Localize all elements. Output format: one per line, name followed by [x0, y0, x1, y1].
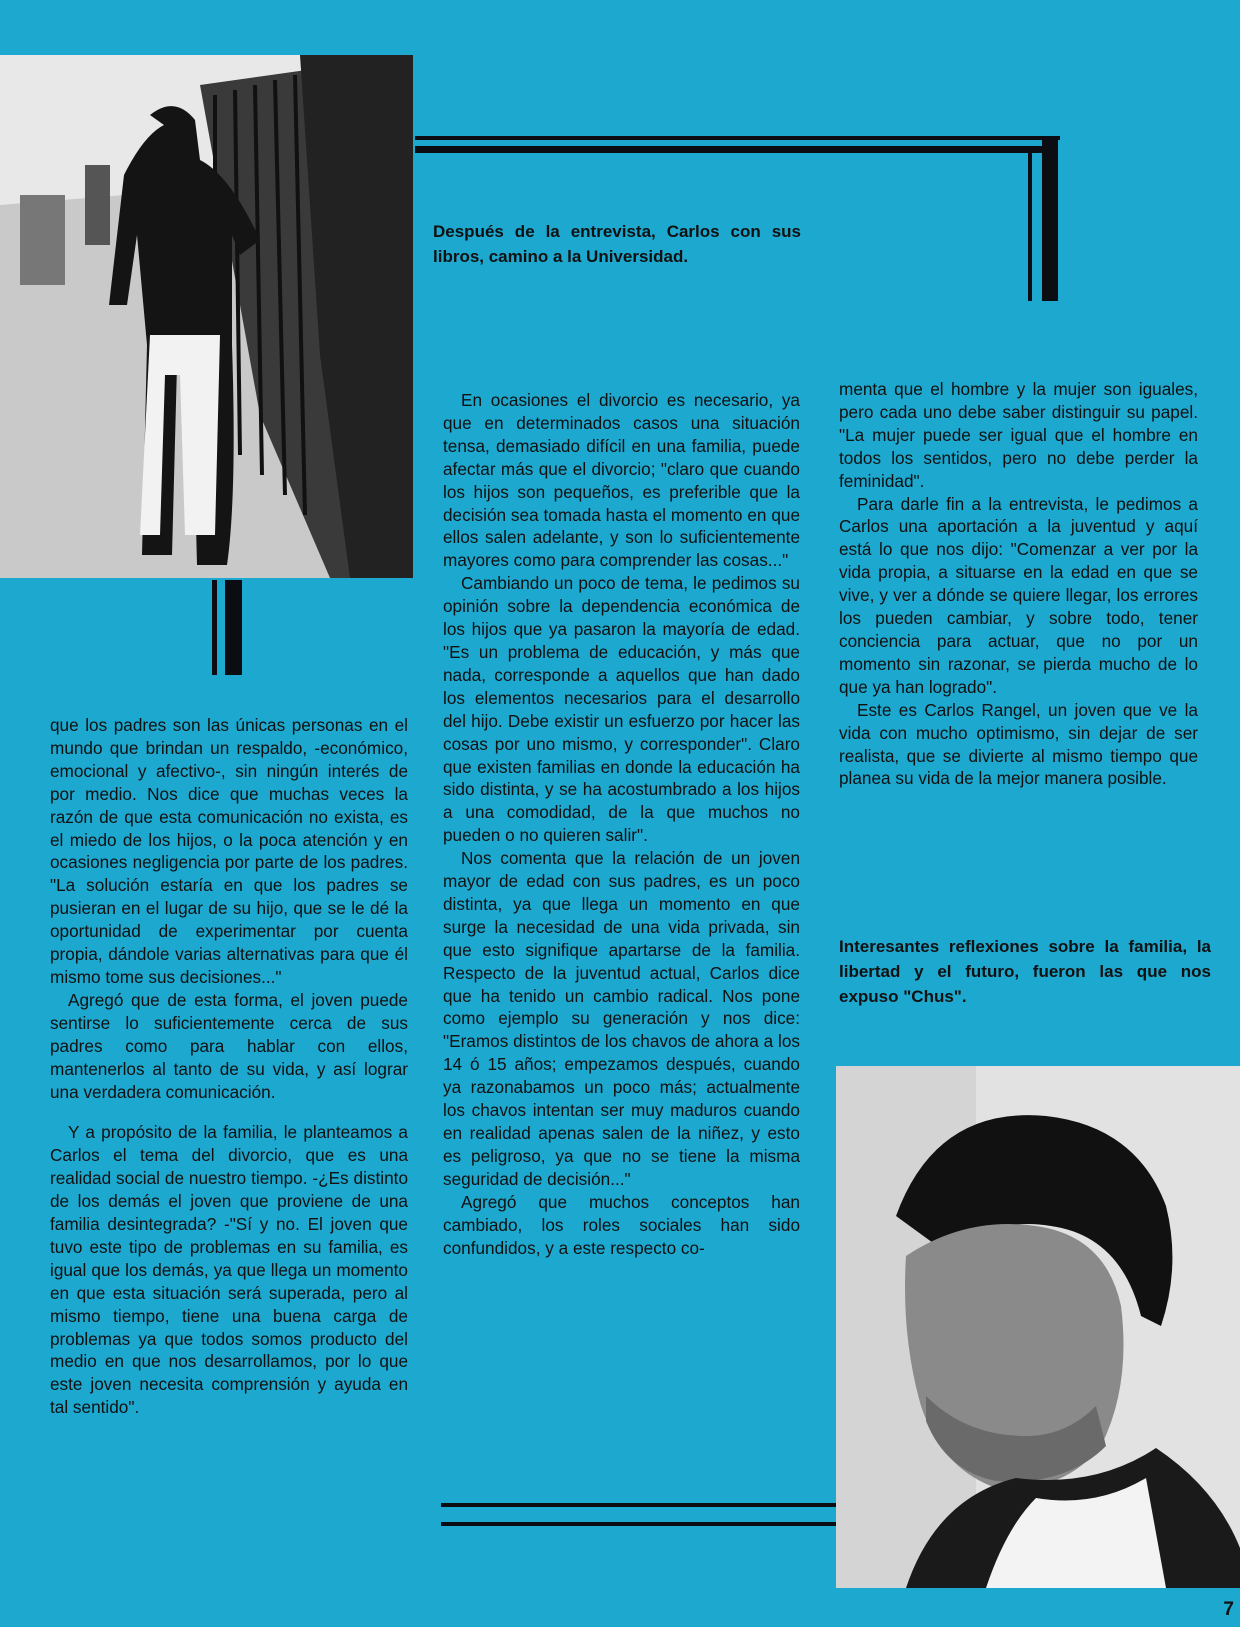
- paragraph: Para darle fin a la entrevista, le pedimos a Carlos una aportación a la juventud y aquí está lo que nos dijo: "Comenzar a ver por la vida propia, a situarse en la edad en que se vive, y ver a dónde se quiere llegar, los errores los pueden cambiar, y sobre todo, tener conciencia para actuar, que no por un momento sin razonar, se pierda mucho de lo que ya han logrado".: [839, 493, 1198, 697]
- frame-rule-left-thin: [212, 580, 217, 675]
- paragraph: En ocasiones el divorcio es necesario, ya que en determinados casos una situación tensa, demasiado difícil en una familia, puede afectar más que el divorcio; "claro que cuando los hijos son pequeños, es preferible que la decisión sea tomada hasta el momento en que ellos salen adelante, y son lo suficientemente mayores como para comprender las cosas...": [443, 390, 800, 571]
- column-left: [50, 714, 408, 1419]
- paragraph: Agregó que muchos conceptos han cambiado, los roles sociales han sido confundidos, y a este respecto co-: [443, 1191, 800, 1258]
- frame-rule-bottom-1: [441, 1503, 836, 1507]
- photo-carlos-walking: [0, 55, 413, 578]
- frame-rule-right-thick: [1042, 136, 1058, 301]
- frame-rule-top-thick: [415, 146, 1045, 153]
- paragraph: que los padres son las únicas personas en el mundo que brindan un respaldo, -económico, emocional y afectivo-, sin ningún interés de por medio. Nos dice que muchas veces la razón de que esta comunicación no exista, es el miedo de los hijos, o la poca atención y en ocasiones negligencia por parte de los padres. "La solución estaría en que los padres se pusieran en el lugar de su hijo, que se le dé la oportunidad de experimentar por cuenta propia, dándole varias alternativas para que él mismo tome sus decisiones...": [50, 715, 408, 987]
- caption-photo-top: Después de la entrevista, Carlos con sus libros, camino a la Universidad.: [433, 222, 801, 266]
- paragraph: Nos comenta que la relación de un joven mayor de edad con sus padres, es un poco distinta, ya que llega un momento en que surge la necesidad de una vida privada, sin que esto signifique apartarse de la familia. Respecto de la juventud actual, Carlos dice que ha tenido un cambio radical. Nos pone como ejemplo su generación y nos dice: "Eramos distintos de los chavos de ahora a los 14 ó 15 años; empezamos después, cuando ya razonabamos un poco más; actualmente los chavos intentan ser muy maduros cuando en realidad apenas salen de la niñez, y esto es peligroso, ya que no se tiene la misma seguridad de decisión...": [443, 848, 800, 1189]
- frame-rule-right-thin: [1028, 146, 1032, 301]
- column-middle: [443, 389, 800, 1259]
- paragraph: Y a propósito de la familia, le planteamos a Carlos el tema del divorcio, que es una realidad social de nuestro tiempo. -¿Es distinto de los demás el joven que proviene de una familia desintegrada? -"Sí y no. El joven que tuvo este tipo de problemas en su familia, es igual que los demás, ya que llega un momento en que esta situación será superada, pero al mismo tiempo, tiene una buena carga de problemas ya que todos somos producto del medio en que nos desarrollamos, por lo que este joven necesita comprensión y ayuda en tal sentido".: [50, 1122, 408, 1418]
- frame-rule-top-thin: [415, 136, 1060, 140]
- paragraph: Este es Carlos Rangel, un joven que ve la vida con mucho optimismo, sin dejar de ser realista, que se divierte al mismo tiempo que planea su vida de la mejor manera posible.: [839, 699, 1198, 789]
- frame-rule-left-thick: [225, 580, 242, 675]
- photo-carlos-portrait: [836, 1066, 1240, 1588]
- paragraph: menta que el hombre y la mujer son iguales, pero cada uno debe saber distinguir su papel. "La mujer puede ser igual que el hombre en todos los sentidos, pero no debe perder la feminidad".: [839, 379, 1198, 491]
- paragraph: Agregó que de esta forma, el joven puede sentirse lo suficientemente cerca de sus padres como para hablar con ellos, mantenerlos al tanto de su vida, y así lograr una verdadera comunicación.: [50, 989, 408, 1102]
- page-number: 7: [1223, 1599, 1234, 1620]
- frame-rule-bottom-2: [441, 1522, 836, 1526]
- column-right: [839, 378, 1198, 790]
- caption-photo-portrait: Interesantes reflexiones sobre la familia, la libertad y el futuro, fueron las que nos expuso "Chus".: [839, 937, 1211, 1006]
- paragraph: Cambiando un poco de tema, le pedimos su opinión sobre la dependencia económica de los hijos que ya pasaron la mayoría de edad. "Es un problema de educación, y más que nada, corresponde a aquellos que han dado los elementos necesarios para el desarrollo del hijo. Debe existir un esfuerzo por hacer las cosas por uno mismo, y corresponder". Claro que existen familias en donde la educación ha sido distinta, y se ha acostumbrado a los hijos a una comodidad, de la que muchos no pueden o no quieren salir".: [443, 573, 800, 846]
